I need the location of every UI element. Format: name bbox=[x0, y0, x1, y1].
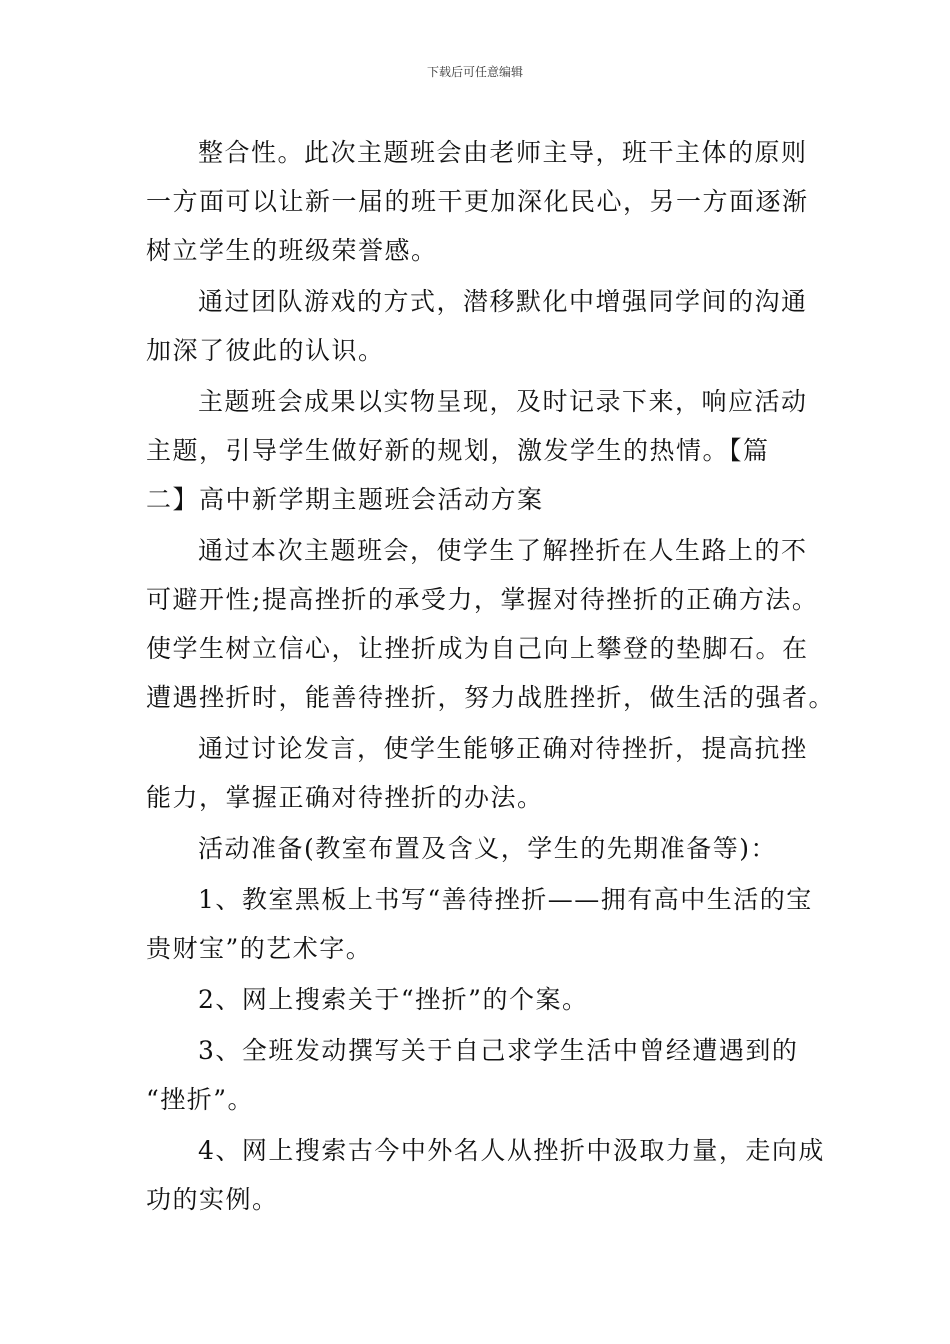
paragraph-8 bbox=[146, 975, 812, 1024]
paragraph-line: 遭遇挫折时，能善待挫折，努力战胜挫折，做生活的强者。 bbox=[146, 683, 836, 712]
paragraph-6 bbox=[146, 824, 812, 873]
paragraph-line: 3、全班发动撰写关于自己求学生活中曾经遭遇到的 bbox=[198, 1036, 799, 1065]
paragraph-line: 整合性。此次主题班会由老师主导，班干主体的原则 bbox=[198, 138, 808, 167]
paragraph-line: 主题，引导学生做好新的规划，激发学生的热情。【篇 bbox=[146, 436, 770, 465]
paragraph-line: 贵财宝”的艺术字。 bbox=[146, 934, 373, 963]
paragraph-line: 通过团队游戏的方式，潜移默化中增强同学间的沟通 bbox=[198, 287, 808, 316]
paragraph-line: 通过讨论发言，使学生能够正确对待挫折，提高抗挫 bbox=[198, 734, 808, 763]
paragraph-5 bbox=[146, 724, 812, 822]
paragraph-3 bbox=[146, 377, 812, 524]
paragraph-line: 加深了彼此的认识。 bbox=[146, 336, 385, 365]
paragraph-line: 二】高中新学期主题班会活动方案 bbox=[146, 485, 544, 514]
paragraph-9 bbox=[146, 1026, 812, 1124]
paragraph-1 bbox=[146, 128, 812, 275]
page-header-note: 下载后可任意编辑 bbox=[426, 65, 523, 79]
paragraph-line: 活动准备(教室布置及含义，学生的先期准备等)： bbox=[198, 834, 778, 863]
document-body bbox=[146, 128, 836, 1226]
paragraph-4 bbox=[146, 526, 836, 722]
paragraph-line: 4、网上搜索古今中外名人从挫折中汲取力量，走向成 bbox=[198, 1136, 825, 1165]
paragraph-line: 可避开性;提高挫折的承受力，掌握对待挫折的正确方法。 bbox=[146, 585, 819, 614]
paragraph-line: “挫折”。 bbox=[146, 1085, 255, 1114]
paragraph-line: 树立学生的班级荣誉感。 bbox=[146, 236, 438, 265]
paragraph-line: 通过本次主题班会，使学生了解挫折在人生路上的不 bbox=[198, 536, 808, 565]
paragraph-line: 一方面可以让新一届的班干更加深化民心，另一方面逐渐 bbox=[146, 187, 809, 216]
paragraph-2 bbox=[146, 277, 812, 375]
paragraph-line: 1、教室黑板上书写“善待挫折——拥有高中生活的宝 bbox=[198, 885, 813, 914]
paragraph-10 bbox=[146, 1126, 825, 1224]
paragraph-line: 功的实例。 bbox=[146, 1185, 279, 1214]
paragraph-line: 能力，掌握正确对待挫折的办法。 bbox=[146, 783, 544, 812]
paragraph-line: 2、网上搜索关于“挫折”的个案。 bbox=[198, 985, 589, 1014]
paragraph-7 bbox=[146, 875, 812, 973]
paragraph-line: 主题班会成果以实物呈现，及时记录下来，响应活动 bbox=[198, 387, 808, 416]
paragraph-line: 使学生树立信心，让挫折成为自己向上攀登的垫脚石。在 bbox=[146, 634, 809, 663]
